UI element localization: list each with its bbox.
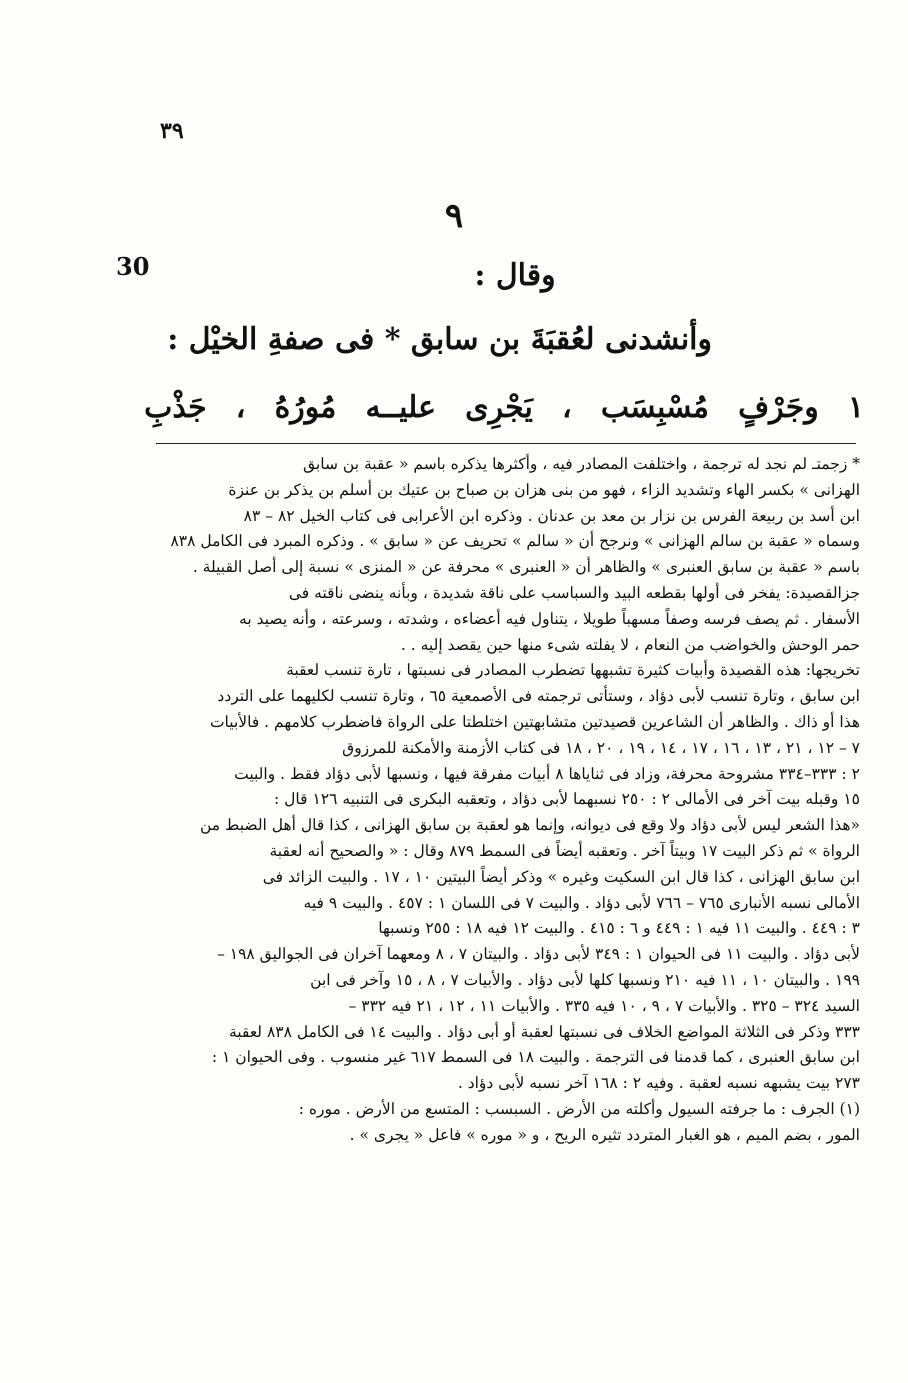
- poem-intro: وأنشدنى لعُقبَةَ بن سابق * فى صفةِ الخيْل :: [167, 322, 712, 357]
- verse-number: ١: [847, 390, 864, 425]
- divider-rule: [156, 443, 856, 444]
- note-line: الرواة » ثم ذكر البيت ١٧ وبيتاً آخر . وتعقبه أيضاً فى السمط ٨٧٩ وقال : « والصحيح أنه لعقبة: [269, 841, 860, 860]
- verse-word: يَجْرِى: [465, 390, 533, 425]
- note-line: وسماه « عقبة بن سالم الهزانى » ونرجح أن « سالم » تحريف عن « سابق » . وذكره المبرد فى الكامل ٨٣٨: [170, 532, 860, 551]
- note-line: «هذا الشعر ليس لأبى دؤاد ولا وقع فى ديوانه، وإنما هو لعقبة بن سابق الهزانى ، كذا قال أهل الضبط من: [199, 816, 860, 835]
- note-line: لأبى دؤاد . والبيت ١١ فى الحيوان ١ : ٣٤٩ لأبى دؤاد . والبيتان ٧ ، ٨ ومعهما آخران فى الجواليق ١٩٨ –: [217, 945, 860, 964]
- verse-line: [144, 390, 864, 425]
- note-line: * زجمتـ لم نجد له ترجمة ، واختلفت المصادر فيه ، وأكثرها يذكره باسم « عقبة بن سابق: [303, 455, 860, 473]
- note-line: ٢ : ٣٣٣–٣٣٤ مشروحة محرفة، وزاد فى ثناياها ٨ أبيات مفرقة فيها ، ونسبها لأبى دؤاد فقط . والبيت: [234, 764, 860, 783]
- note-line: باسم « عقبة بن سابق العنبرى » والظاهر أن « العنبرى » محرفة عن « المنزى » نسبة إلى أصل القبيلة .: [192, 558, 860, 577]
- note-line: جزالقصيدة: يفخر فى أولها بقطعه البيد والسباسب على ناقة شديدة ، وبأنه ينضى ناقته فى: [288, 583, 860, 602]
- note-line: الأسفار . ثم يصف فرسه وصفاً مسهباً طويلا ، يتناول فيه أعضاءه ، وشدته ، وسرعته ، وأنه يصيد به: [239, 609, 860, 628]
- poem-said-heading: وقال :: [474, 258, 556, 293]
- note-line: ابن سابق العنبرى ، كما قدمنا فى الترجمة . والبيت ١٨ فى السمط ٦١٧ غير منسوب . وفى الحيوان ١ :: [211, 1048, 860, 1067]
- note-line: تخريجها: هذه القصيدة وأبيات كثيرة تشبهها تضطرب المصادر فى نسبتها ، تارة تنسب لعقبة: [286, 661, 860, 680]
- page-number: ٣٩: [160, 118, 184, 144]
- poem-number: ٩: [444, 196, 464, 236]
- verse-word: ،: [562, 390, 572, 425]
- note-line: ٢٧٣ بيت يشبهه نسبه لعقبة . وفيه ٢ : ١٦٨ آخر نسبه لأبى دؤاد .: [457, 1074, 860, 1093]
- note-line: الهزانى » بكسر الهاء وتشديد الزاء ، فهو من بنى هزان بن صباح بن عتيك بن أسلم بن يذكر بن عنزة: [228, 480, 860, 499]
- note-line: ٧ – ١٢ ، ٢١ ، ١٣ ، ١٦ ، ١٧ ، ١٤ ، ١٩ ، ٢٠ ، ١٨ فى كتاب الأزمنة والأمكنة للمرزوق: [342, 738, 860, 757]
- note-line: ابن سابق الهزانى ، كذا قال ابن السكيت وغيره » وذكر أيضاً البيتين ١٠ ، ١٧ . والبيت الزائد فى: [262, 867, 860, 886]
- note-line: ابن أسد بن ربيعة الفرس بن نزار بن معد بن عدنان . وذكره ابن الأعرابى فى كتاب الخيل ٨٢ – ٨٣: [243, 506, 860, 525]
- note-line: ١٩٩ . والبيتان ١٠ ، ١١ فيه ٢١٠ ونسبها كلها لأبى دؤاد . والأبيات ٧ ، ٨ ، ١٥ وآخر فى ابن: [310, 970, 860, 989]
- note-line: الأمالى نسبه الأنبارى ٧٦٥ – ٧٦٦ لأبى دؤاد . والبيت ٧ فى اللسان ١ : ٤٥٧ . والبيت ٩ فيه: [303, 893, 860, 912]
- note-line: هذا أو ذاك . والظاهر أن الشاعرين قصيدتين متشابهتين اختلطتا على الرواة فاضطرب كلامهم . فالأبيات: [209, 712, 860, 731]
- verse-word: وجَرْفٍ: [738, 390, 819, 425]
- note-line: المور ، بضم الميم ، هو الغبار المتردد تثيره الريح ، و « موره » فاعل « يجرى » .: [349, 1125, 860, 1144]
- margin-page-number: 30: [116, 252, 150, 281]
- note-line: ٣ : ٤٤٩ . والبيت ١١ فيه ١ : ٤٤٩ و ٦ : ٤١٥ . والبيت ١٢ فيه ١٨ : ٢٥٥ ونسبها: [378, 919, 860, 938]
- note-line: السيد ٣٢٤ – ٣٢٥ . والأبيات ٧ ، ٩ ، ١٠ فيه ٣٣٥ . والأبيات ١١ ، ١٢ ، ٢١ فيه ٣٣٢ –: [348, 996, 860, 1015]
- note-line: ابن سابق ، وتارة تنسب لأبى دؤاد ، وستأتى ترجمته فى الأصمعية ٦٥ ، وتارة تنسب لكليهما على التردد: [217, 687, 860, 706]
- note-line: ٣٣٣ وذكر فى الثلاثة المواضع الخلاف فى نسبتها لعقبة أو أبى دؤاد . والبيت ١٤ فى الكامل ٨٣٨ لعقبة: [229, 1022, 860, 1041]
- footnotes-block: [160, 452, 860, 1149]
- verse-word: عليــه: [365, 390, 437, 425]
- verse-word: ،: [235, 390, 246, 425]
- verse-word: جَذْبِ: [144, 390, 207, 425]
- verse-word: مُورُهُ: [274, 390, 337, 425]
- note-line: ١٥ وقبله بيت آخر فى الأمالى ٢ : ٢٥٠ نسبهما لأبى دؤاد ، وتعقبه البكرى فى التنبيه ١٢٦ قال :: [274, 790, 860, 809]
- verse-word: مُسْبِسَب: [600, 390, 709, 425]
- note-line: (١) الجرف : ما جرفته السيول وأكلته من الأرض . السبسب : المتسع من الأرض . موره :: [298, 1099, 860, 1118]
- note-line: حمر الوحش والخواضب من النعام ، لا يفلته شىء منها حين يقصد إليه . .: [400, 635, 860, 654]
